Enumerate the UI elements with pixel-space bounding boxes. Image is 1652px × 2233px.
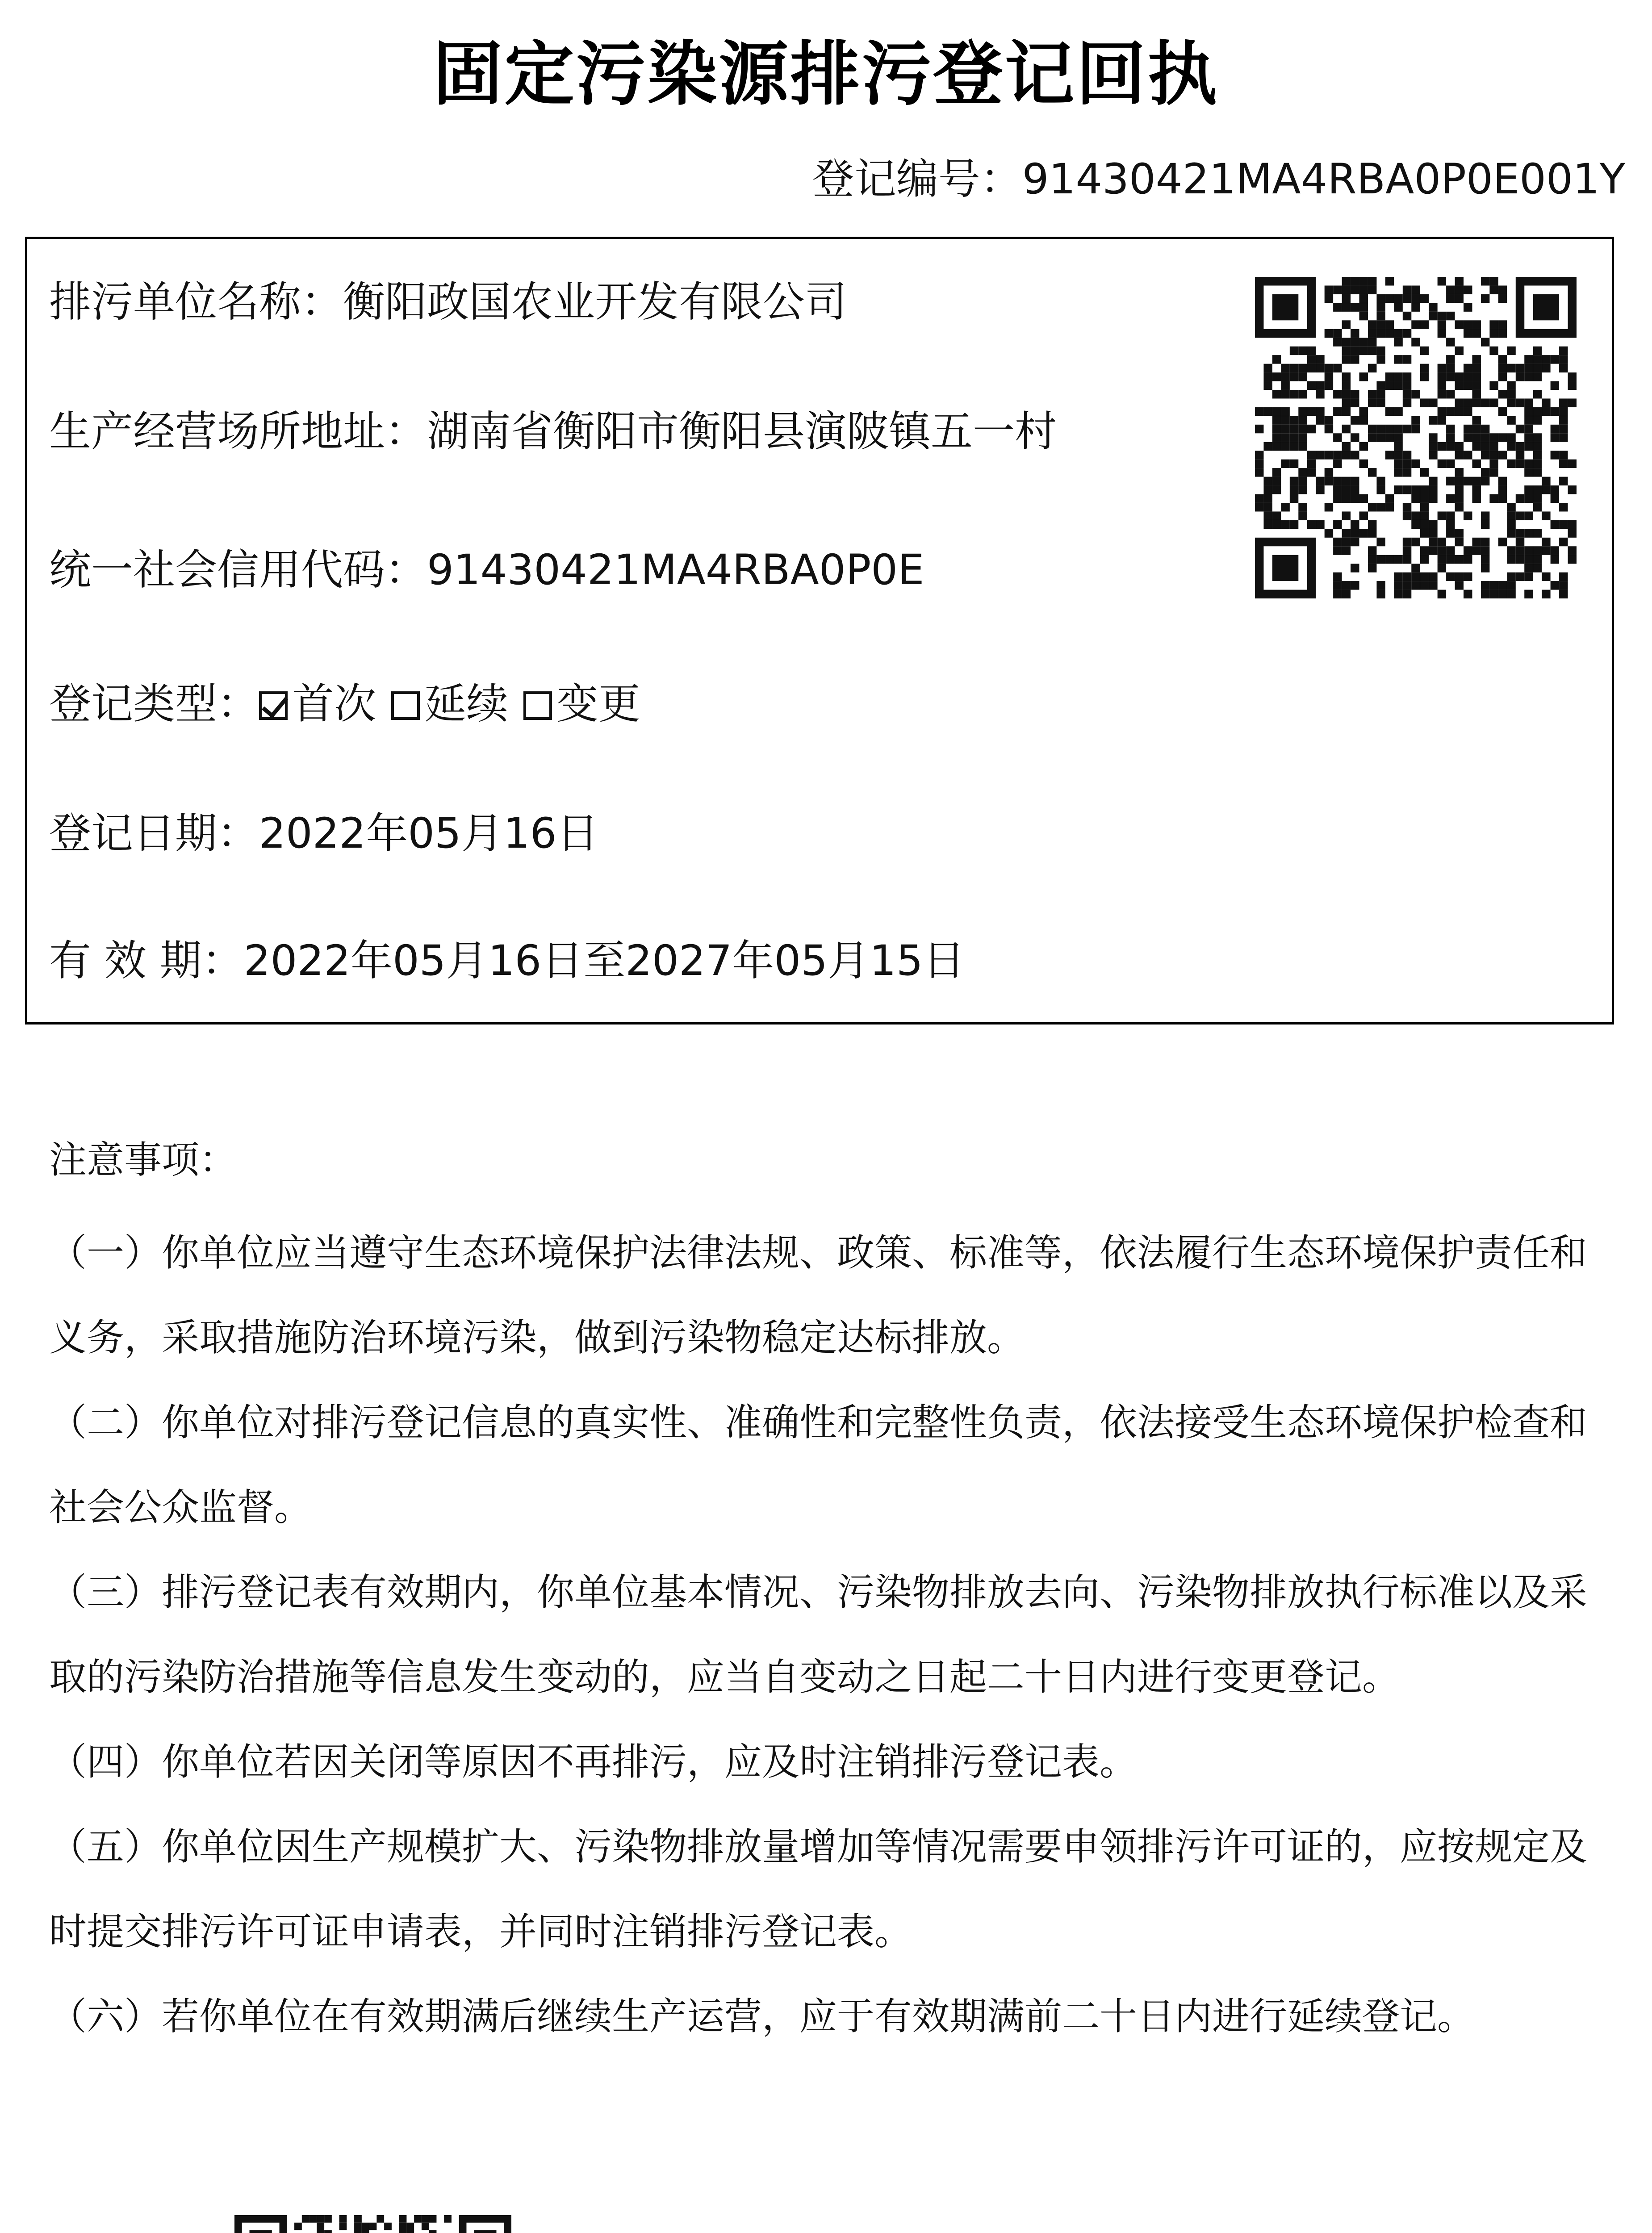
qr-code-icon bbox=[1255, 277, 1577, 598]
type-option-change-label: 变更 bbox=[556, 680, 641, 728]
registration-number-label: 登记编号： bbox=[812, 155, 1022, 204]
registration-date-row bbox=[49, 799, 598, 860]
wechat-qr-code-icon bbox=[234, 2215, 511, 2233]
type-option-renewal bbox=[391, 680, 508, 728]
registration-type-row bbox=[49, 670, 656, 730]
note-item: （三）排污登记表有效期内，你单位基本情况、污染物排放去向、污染物排放执行标准以及采取的污染防治措施等信息发生变动的，应当自变动之日起二十日内进行变更登记。 bbox=[49, 1570, 1588, 1699]
type-option-first bbox=[259, 680, 376, 728]
registration-date-label: 登记日期： bbox=[49, 809, 259, 858]
credit-code-row bbox=[49, 536, 924, 596]
checkbox-empty-icon bbox=[523, 691, 552, 720]
type-option-renewal-label: 延续 bbox=[424, 680, 509, 728]
note-item: （六）若你单位在有效期满后继续生产运营，应于有效期满前二十日内进行延续登记。 bbox=[49, 1995, 1475, 2038]
validity-label: 有 效 期： bbox=[49, 937, 244, 985]
credit-code-value: 91430421MA4RBA0P0E bbox=[427, 546, 924, 594]
notes-list bbox=[49, 1210, 1590, 2059]
registration-number-value: 91430421MA4RBA0P0E001Y bbox=[1022, 155, 1625, 204]
page-title: 固定污染源排污登记回执 bbox=[433, 33, 1219, 115]
address-value: 湖南省衡阳市衡阳县演陂镇五一村 bbox=[427, 407, 1057, 456]
note-item: （二）你单位对排污登记信息的真实性、准确性和完整性负责，依法接受生态环境保护检查和社会公众监督。 bbox=[49, 1401, 1588, 1529]
unit-name-row bbox=[49, 268, 847, 328]
registration-date-value: 2022年05月16日 bbox=[259, 809, 599, 858]
notes-title: 注意事项： bbox=[49, 1138, 237, 1182]
address-row bbox=[49, 397, 1057, 458]
validity-value: 2022年05月16日至2027年05月15日 bbox=[243, 937, 965, 985]
note-item: （四）你单位若因关闭等原因不再排污，应及时注销排污登记表。 bbox=[49, 1740, 1138, 1784]
checkbox-checked-icon bbox=[259, 691, 288, 720]
note-item: （五）你单位因生产规模扩大、污染物排放量增加等情况需要申领排污许可证的，应按规定及时提交排污许可证申请表，并同时注销排污登记表。 bbox=[49, 1825, 1588, 1953]
unit-name-label: 排污单位名称： bbox=[49, 278, 343, 326]
type-option-first-label: 首次 bbox=[292, 680, 376, 728]
note-item: （一）你单位应当遵守生态环境保护法律法规、政策、标准等，依法履行生态环境保护责任和义务，采取措施防治环境污染，做到污染物稳定达标排放。 bbox=[49, 1231, 1588, 1359]
address-label: 生产经营场所地址： bbox=[49, 407, 427, 456]
validity-row bbox=[49, 927, 965, 987]
checkbox-empty-icon bbox=[391, 691, 420, 720]
credit-code-label: 统一社会信用代码： bbox=[49, 546, 427, 594]
registration-number bbox=[812, 145, 1625, 205]
registration-type-label: 登记类型： bbox=[49, 680, 259, 728]
type-option-change bbox=[523, 680, 640, 728]
unit-name-value: 衡阳政国农业开发有限公司 bbox=[343, 278, 847, 326]
